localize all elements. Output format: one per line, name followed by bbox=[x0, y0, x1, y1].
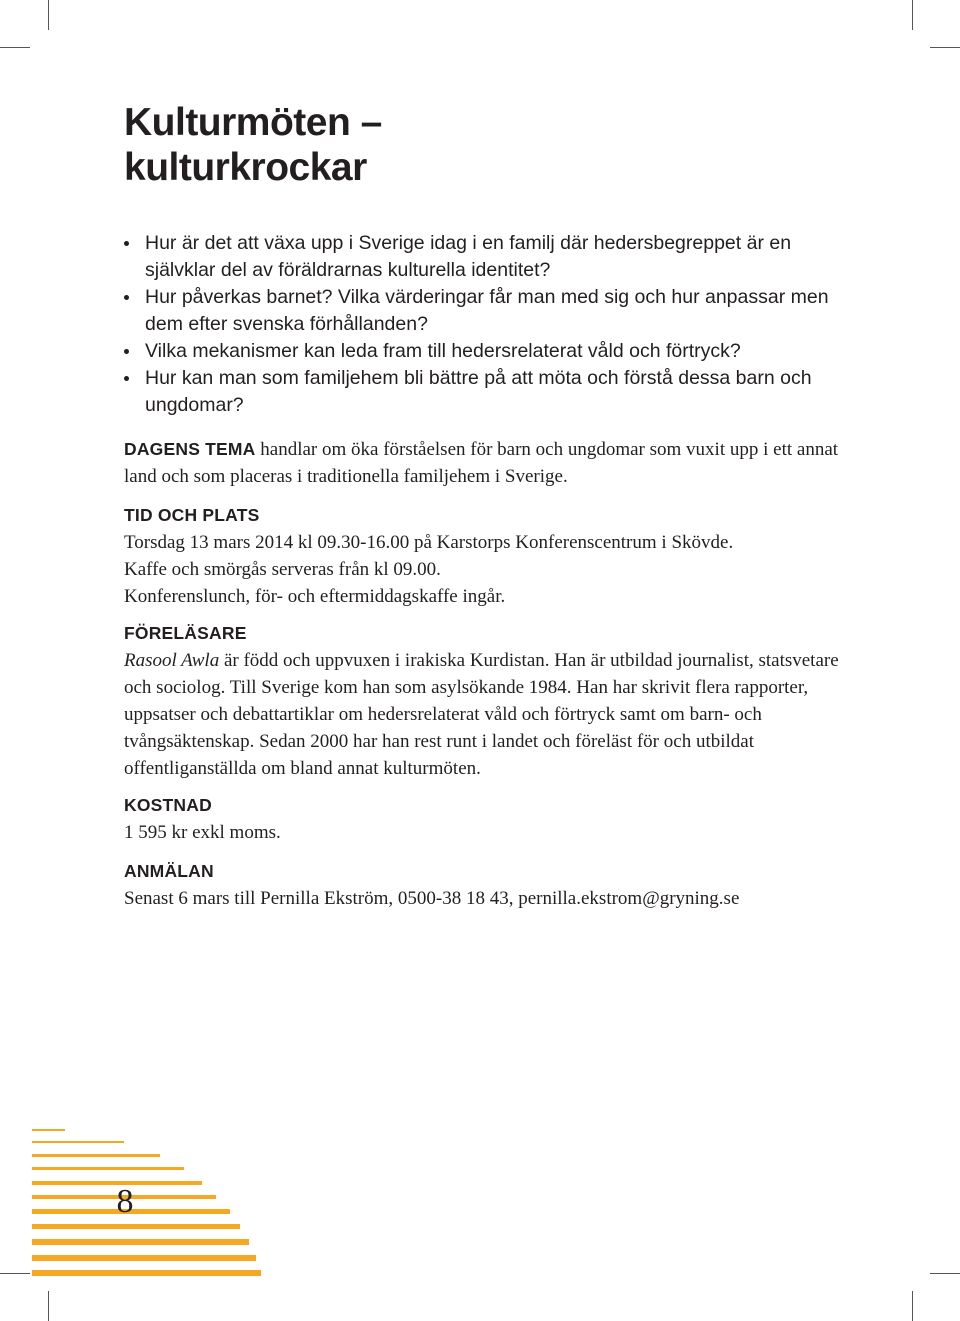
crop-mark-top-right-h bbox=[930, 47, 960, 48]
theme-section bbox=[124, 436, 864, 490]
registration-section bbox=[124, 858, 864, 912]
crop-mark-top-right bbox=[912, 0, 913, 30]
title-line-1: Kulturmöten – bbox=[124, 101, 382, 144]
stripe bbox=[32, 1224, 240, 1229]
lecturer-name: Rasool Awla bbox=[124, 650, 220, 671]
stripe bbox=[32, 1270, 261, 1276]
time-place-line-1: Torsdag 13 mars 2014 kl 09.30-16.00 på Karstorps Konferenscentrum i Skövde. bbox=[124, 532, 734, 553]
theme-text: handlar om öka förståelsen för barn och ungdomar som vuxit upp i ett annat land och som placeras i traditionella familjehem i Sverige. bbox=[124, 439, 839, 487]
time-place-line-3: Konferenslunch, för- och eftermiddagskaffe ingår. bbox=[124, 586, 506, 607]
time-place-label: TID OCH PLATS bbox=[124, 505, 260, 525]
list-item: Hur är det att växa upp i Sverige idag i en familj där hedersbegreppet är en självklar del av föräldrarnas kulturella identitet? bbox=[124, 230, 864, 284]
cost-label: KOSTNAD bbox=[124, 795, 212, 815]
time-place-section bbox=[124, 502, 864, 610]
page-number: 8 bbox=[116, 1183, 134, 1220]
theme-label: DAGENS TEMA bbox=[124, 439, 256, 459]
stripe bbox=[32, 1167, 184, 1170]
lecturer-section bbox=[124, 620, 864, 782]
crop-mark-top-left bbox=[48, 0, 49, 30]
bullet-icon bbox=[124, 241, 129, 246]
question-list bbox=[124, 230, 864, 419]
registration-text: Senast 6 mars till Pernilla Ekström, 0500-38 18 43, pernilla.ekstrom@gryning.se bbox=[124, 888, 740, 909]
crop-mark-top-left-h bbox=[0, 47, 30, 48]
list-item: Hur påverkas barnet? Vilka värderingar får man med sig och hur anpassar men dem efter svenska förhållanden? bbox=[124, 284, 864, 338]
list-item: Hur kan man som familjehem bli bättre på att möta och förstå dessa barn och ungdomar? bbox=[124, 365, 864, 419]
stripe bbox=[32, 1154, 160, 1157]
stripe bbox=[32, 1239, 249, 1245]
cost-section bbox=[124, 792, 864, 846]
bullet-icon bbox=[124, 349, 129, 354]
crop-mark-bottom-left bbox=[48, 1291, 49, 1321]
stripe bbox=[32, 1129, 65, 1131]
time-place-line-2: Kaffe och smörgås serveras från kl 09.00. bbox=[124, 559, 441, 580]
page-title bbox=[124, 100, 382, 190]
lecturer-label: FÖRELÄSARE bbox=[124, 623, 247, 643]
stripe bbox=[32, 1141, 124, 1143]
cost-text: 1 595 kr exkl moms. bbox=[124, 822, 281, 843]
crop-mark-bottom-left-h bbox=[0, 1273, 30, 1274]
crop-mark-bottom-right-h bbox=[930, 1273, 960, 1274]
title-line-2: kulturkrockar bbox=[124, 146, 367, 189]
bullet-icon bbox=[124, 376, 129, 381]
stripe bbox=[32, 1255, 256, 1261]
list-item: Vilka mekanismer kan leda fram till hedersrelaterat våld och förtryck? bbox=[124, 338, 864, 365]
crop-mark-bottom-right bbox=[912, 1291, 913, 1321]
lecturer-text: är född och uppvuxen i irakiska Kurdistan. Han är utbildad journalist, statsvetare och sociolog. Till Sverige kom han som asylsökande 1984. Han har skrivit flera rapporter, uppsatser och debattartiklar om hedersrelaterat våld och förtryck samt om barn- och tvångsäktenskap. Sedan 2000 har han rest runt i landet och föreläst för och utbildat offentliganställda om bland annat kulturmöten. bbox=[124, 650, 839, 779]
registration-label: ANMÄLAN bbox=[124, 861, 214, 881]
bullet-icon bbox=[124, 295, 129, 300]
